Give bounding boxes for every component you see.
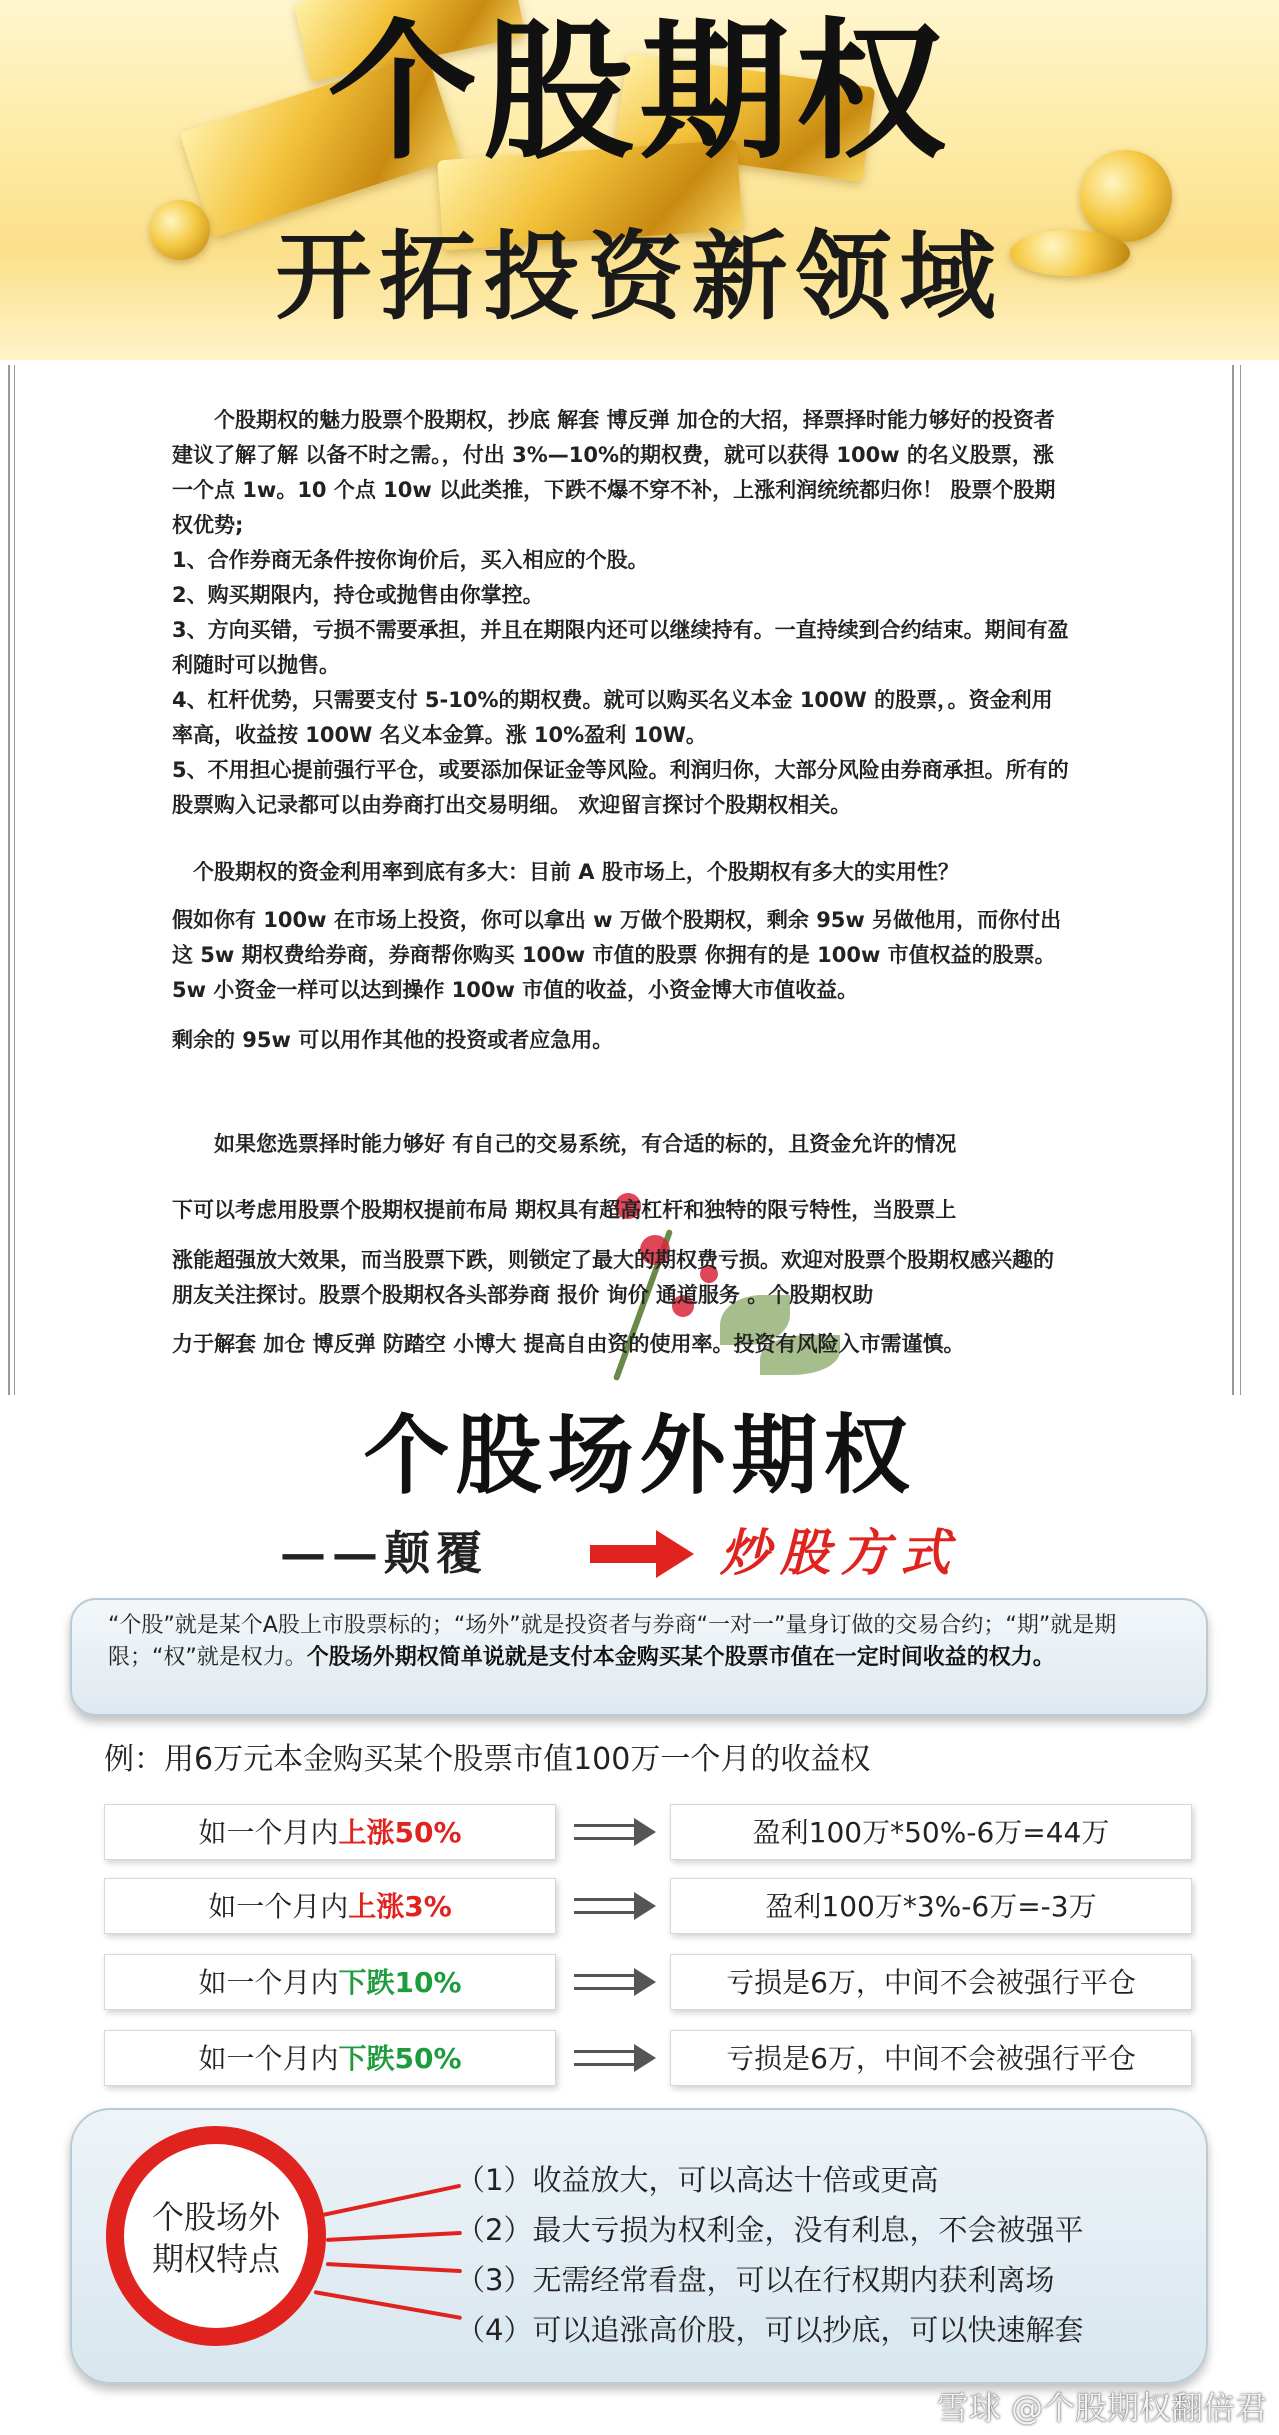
arrow-right-icon [656, 1530, 694, 1578]
subtitle-right: 炒股方式 [720, 1523, 960, 1582]
article-paragraph: 下可以考虑用股票个股期权提前布局 期权具有超高杠杆和独特的限亏特性，当股票上 [172, 1198, 957, 1222]
article-paragraph: 剩余的 95w 可以用作其他的投资或者应急用。 [172, 1028, 614, 1052]
left-rule [8, 365, 10, 1395]
scenario-move: 上涨3% [348, 1890, 452, 1923]
article-list-item: 1、合作券商无条件按你询价后，买入相应的个股。 [172, 548, 649, 572]
article-paragraph: 假如你有 100w 在市场上投资，你可以拿出 w 万做个股期权，剩余 95w 另做他用，而你付出这 5w 期权费给券商，券商帮你购买 100w 市值的股票 你拥有的是 100w 市值权益的股票。5w 小资金一样可以达到操作 100w 市值的收益，小资金博大市值收益。 [172, 908, 1062, 1002]
result-box: 盈利100万*50%-6万=44万 [670, 1804, 1192, 1860]
example-row [104, 1804, 1192, 1860]
ring-label-line2: 期权特点 [151, 2240, 280, 2278]
subtitle-left: ——颠覆 [280, 1526, 488, 1580]
scenario-move: 下跌10% [338, 1966, 462, 1999]
definition-bold: 个股场外期权简单说就是支付本金购买某个股票市值在一定时间收益的权力。 [306, 1645, 1055, 1670]
definition-text [108, 1610, 1170, 1674]
article-list-item: 2、购买期限内，持仓或抛售由你掌控。 [172, 583, 544, 607]
article-list-item: 4、杠杆优势，只需要支付 5-10%的期权费。就可以购买名义本金 100W 的股票，。资金利用率高，收益按 100W 名义本金算。涨 10%盈利 10W。 [172, 688, 1053, 747]
article-paragraph: 如果您选票择时能力够好 有自己的交易系统，有合适的标的，且资金允许的情况 [214, 1132, 957, 1156]
scenario-prefix: 如一个月内 [208, 1890, 349, 1923]
scenario-prefix: 如一个月内 [198, 2042, 339, 2075]
section-title: 个股场外期权 [363, 1406, 916, 1506]
right-rule [1232, 365, 1234, 1395]
banner-subtitle: 开拓投资新领域 [275, 220, 1004, 333]
article-list-item: 5、不用担心提前强行平仓，或要添加保证金等风险。利润归你，大部分风险由券商承担。所有的股票购入记录都可以由券商打出交易明细。 欢迎留言探讨个股期权相关。 [172, 758, 1069, 817]
scenario-prefix: 如一个月内 [198, 1966, 339, 1999]
article-paragraph: 涨能超强放大效果，而当股票下跌，则锁定了最大的期权费亏损。欢迎对股票个股期权感兴趣的朋友关注探讨。股票个股期权各头部券商 报价 询价 通道服务 。个股期权助 [172, 1248, 1054, 1307]
double-arrow-icon [574, 1968, 658, 1996]
double-arrow-icon [574, 1892, 658, 1920]
banner-title: 个股期权 [327, 6, 952, 180]
example-row [104, 1878, 1192, 1934]
double-arrow-icon [574, 2044, 658, 2072]
scenario-move: 上涨50% [338, 1816, 462, 1849]
example-row [104, 1954, 1192, 2010]
scenario-prefix: 如一个月内 [198, 1816, 339, 1849]
result-box: 盈利100万*3%-6万=-3万 [670, 1878, 1192, 1934]
feature-item: （3）无需经常看盘，可以在行权期内获利离场 [456, 2263, 1055, 2297]
article [0, 365, 1279, 1395]
feature-ring-label [124, 2196, 308, 2280]
scenario-box [104, 1878, 556, 1934]
article-paragraph: 个股期权的资金利用率到底有多大：目前 A 股市场上，个股期权有多大的实用性？ [193, 860, 959, 884]
ring-label-line1: 个股场外 [151, 2198, 280, 2236]
section-subtitle [280, 1518, 1000, 1588]
definition-plain: “个股”就是某个A股上市股票标的；“场外”就是投资者与券商“一对一”量身订做的交易合约；“期”就是期限；“权”就是权力。 [108, 1613, 1117, 1670]
result-box: 亏损是6万，中间不会被强行平仓 [670, 2030, 1192, 2086]
definition-box [70, 1598, 1208, 1716]
result-box: 亏损是6万，中间不会被强行平仓 [670, 1954, 1192, 2010]
article-paragraph: 力于解套 加仓 博反弹 防踏空 小博大 提高自由资的使用率。投资有风险入市需谨慎。 [172, 1332, 965, 1356]
example-heading: 例：用6万元本金购买某个股票市值100万一个月的收益权 [104, 1742, 871, 1777]
feature-item: （2）最大亏损为权利金，没有利息，不会被强平 [456, 2213, 1084, 2247]
arrow-right-icon [590, 1545, 660, 1563]
watermark: 雪球 @个股期权翻倍君 [936, 2389, 1267, 2427]
scenario-box [104, 1804, 556, 1860]
left-rule [14, 365, 15, 1395]
banner [0, 0, 1279, 360]
right-rule [1240, 365, 1241, 1395]
scenario-move: 下跌50% [338, 2042, 462, 2075]
article-paragraph: 个股期权的魅力股票个股期权，抄底 解套 博反弹 加仓的大招，择票择时能力够好的投资者 建议了解了解 以备不时之需。，付出 3%—10%的期权费，就可以获得 100w 的名义股票，涨一个点 1w。10 个点 10w 以此类推，下跌不爆不穿不补，上涨利润统统都归你！ 股票个股期权优势; [172, 408, 1056, 537]
double-arrow-icon [574, 1818, 658, 1846]
scenario-box [104, 1954, 556, 2010]
feature-item: （4）可以追涨高价股，可以抄底，可以快速解套 [456, 2313, 1084, 2347]
example-row [104, 2030, 1192, 2086]
feature-item: （1）收益放大，可以高达十倍或更高 [456, 2163, 939, 2197]
article-list-item: 3、方向买错，亏损不需要承担，并且在期限内还可以继续持有。一直持续到合约结束。期间有盈利随时可以抛售。 [172, 618, 1069, 677]
scenario-box [104, 2030, 556, 2086]
